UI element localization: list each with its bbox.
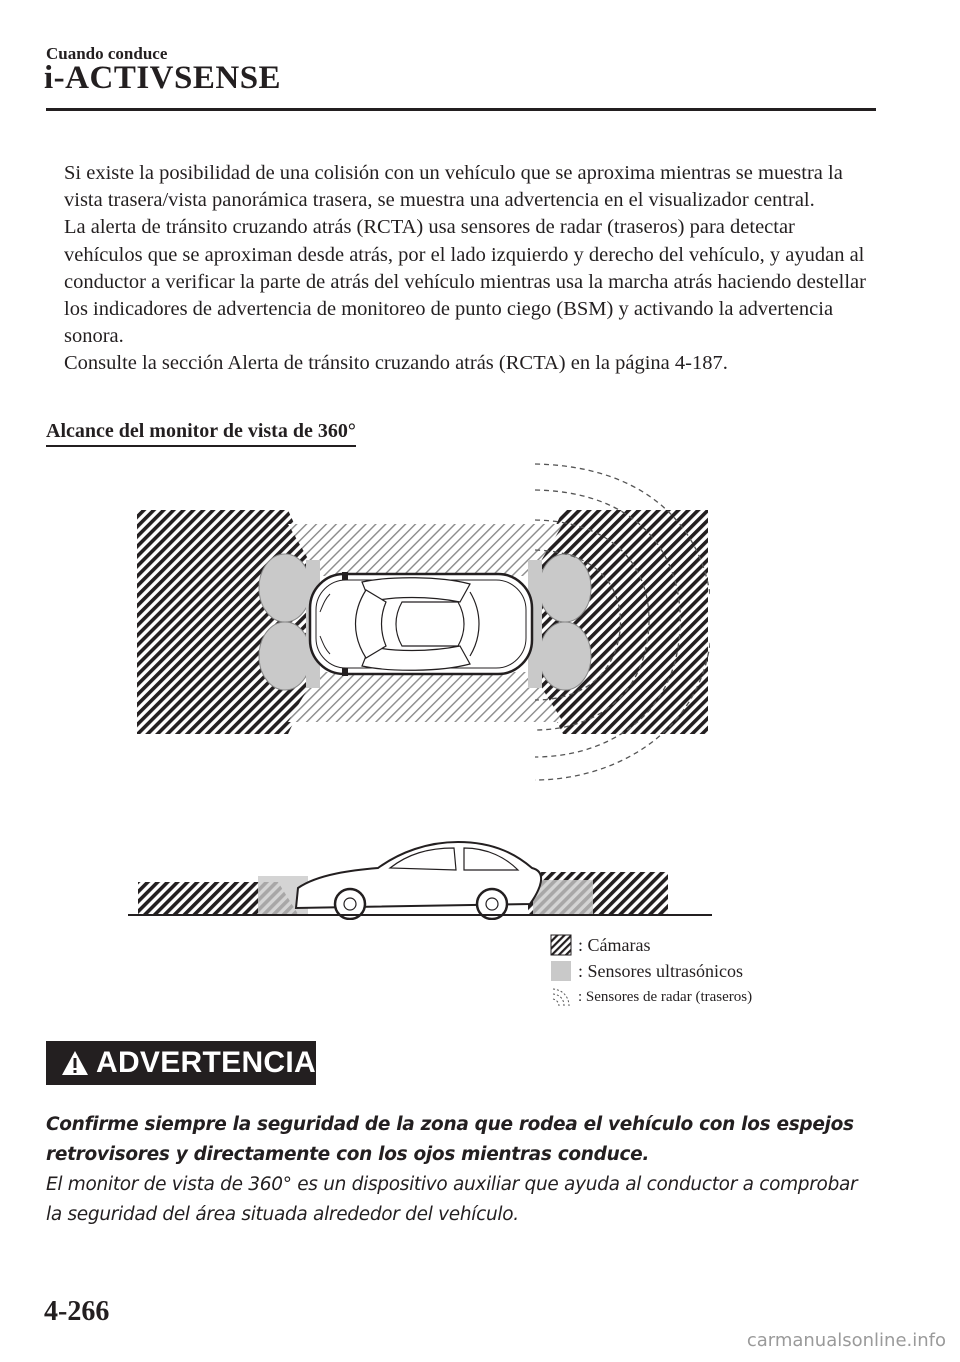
radar-arc-swatch-icon (550, 986, 572, 1008)
ultrasonic-zone-front-upper (259, 554, 311, 622)
camera-zone-front (137, 510, 318, 734)
car-side-view (296, 842, 541, 919)
hatch-swatch-icon (550, 934, 572, 956)
legend-ultrasonic-label: : Sensores ultrasónicos (578, 960, 743, 981)
camera-zone-side-top (288, 524, 563, 576)
legend-radar-label: : Sensores de radar (traseros) (578, 988, 753, 1005)
section-label: Cuando conduce (46, 44, 168, 63)
legend-cameras (550, 932, 752, 958)
watermark: carmanualsonline.info (746, 1330, 946, 1351)
section-title: i-ACTIVSENSE (44, 60, 282, 96)
camera-zone-side-bottom (288, 672, 563, 722)
paragraph-rear-view-warning: Si existe la posibilidad de una colisión con un vehículo que se aproxima mientras se muestra la vista trasera/vista panorámica trasera, se muestra una advertencia en el visualizador central. (64, 162, 843, 212)
top-view-diagram (130, 462, 710, 792)
warning-triangle-icon (60, 1049, 90, 1077)
paragraph-reference: Consulte la sección Alerta de tránsito cruzando atrás (RCTA) en la página 4-187. (64, 352, 728, 375)
title-rule (46, 108, 876, 111)
side-view-diagram (128, 830, 712, 920)
warning-body-text: El monitor de vista de 360° es un dispositivo auxiliar que ayuda al conductor a comprobar la seguridad del área situada alrededor del vehículo. (46, 1174, 858, 1225)
camera-zone-rear (532, 510, 708, 734)
warning-banner (46, 1041, 316, 1085)
legend-radar (550, 984, 752, 1010)
diagram-legend (550, 932, 752, 1010)
car-top-view (310, 572, 532, 676)
subheading: Alcance del monitor de vista de 360° (46, 420, 356, 447)
warning-bold-text: Confirme siempre la seguridad de la zona que rodea el vehículo con los espejos retrovisores y directamente con los ojos mientras conduce. (46, 1114, 854, 1165)
legend-cameras-label: : Cámaras (578, 934, 651, 955)
ultrasonic-zone-side-rear (533, 880, 593, 914)
ultrasonic-zone-rear-lower (539, 622, 591, 690)
body-text (64, 160, 874, 378)
ultrasonic-zone-front-lower (259, 622, 311, 690)
warning-text (46, 1110, 876, 1230)
warning-label: ADVERTENCIA (96, 1046, 316, 1079)
page-number: 4-266 (44, 1296, 110, 1327)
legend-ultrasonic (550, 958, 752, 984)
ultrasonic-zone-rear-upper (539, 554, 591, 622)
gray-swatch-icon (550, 960, 572, 982)
paragraph-rcta: La alerta de tránsito cruzando atrás (RCTA) usa sensores de radar (traseros) para detectar vehículos que se aproximan desde atrás, por el lado izquierdo y derecho del vehículo, y ayudan al conductor a verificar la parte de atrás del vehículo mientras usa la marcha atrás haciendo destellar los indicadores de advertencia de monitoreo de punto ciego (BSM) y activando la advertencia sonora. (64, 216, 866, 348)
